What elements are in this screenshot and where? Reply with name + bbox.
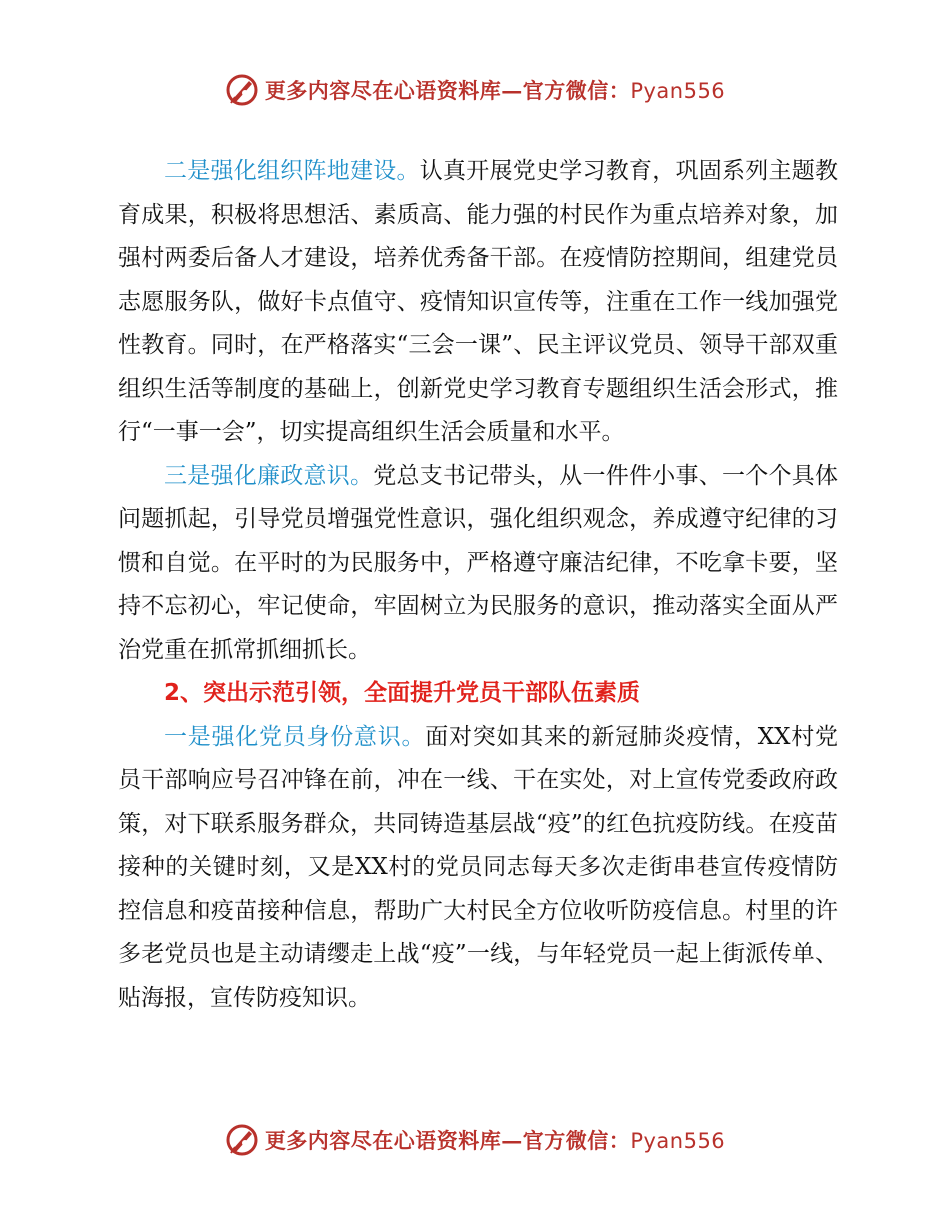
banner-wechat-id: Pyan556 [630,79,726,103]
document-body [118,150,838,1020]
header-banner [0,68,950,112]
quill-seal-icon [225,1123,259,1157]
paragraph-integrity [118,455,838,673]
paragraph-organization [118,150,838,455]
paragraph-text: 党总支书记带头，从一件件小事、一个个具体问题抓起，引导党员增强党性意识，强化组织观念，养成遵守纪律的习惯和自觉。在平时的为民服务中，严格遵守廉洁纪律，不吃拿卡要，坚持不忘初心，牢记使命，牢固树立为民服务的意识，推动落实全面从严治党重在抓常抓细抓长。 [118,462,838,663]
banner-text: 更多内容尽在心语资料库—官方微信：Pyan556 [264,78,726,103]
section-heading: 2、突出示范引领，全面提升党员干部队伍素质 [164,680,641,706]
banner-wechat-id: Pyan556 [630,1129,726,1153]
paragraph-text: 面对突如其来的新冠肺炎疫情，XX村党员干部响应号召冲锋在前，冲在一线、干在实处，对上宣传党委政府政策，对下联系服务群众，共同铸造基层战“疫”的红色抗疫防线。在疫苗接种的关键时刻，又是XX村的党员同志每天多次走街串巷宣传疫情防控信息和疫苗接种信息，帮助广大村民全方位收听防疫信息。村里的许多老党员也是主动请缨走上战“疫”一线，与年轻党员一起上街派传单、贴海报，宣传防疫知识。 [118,723,838,1011]
quill-seal-icon [225,73,259,107]
paragraph-identity [118,716,838,1021]
paragraph-lead: 三是强化廉政意识。 [164,462,374,489]
banner-text: 更多内容尽在心语资料库—官方微信：Pyan556 [264,1128,726,1153]
paragraph-lead: 二是强化组织阵地建设。 [164,158,420,184]
footer-banner [0,1118,950,1162]
paragraph-lead: 一是强化党员身份意识。 [164,723,426,750]
paragraph-text: 认真开展党史学习教育，巩固系列主题教育成果，积极将思想活、素质高、能力强的村民作为重点培养对象，加强村两委后备人才建设，培养优秀备干部。在疫情防控期间，组建党员志愿服务队，做好卡点值守、疫情知识宣传等，注重在工作一线加强党性教育。同时，在严格落实“三会一课”、民主评议党员、领导干部双重组织生活等制度的基础上，创新党史学习教育专题组织生活会形式，推行“一事一会”，切实提高组织生活会质量和水平。 [118,158,838,445]
